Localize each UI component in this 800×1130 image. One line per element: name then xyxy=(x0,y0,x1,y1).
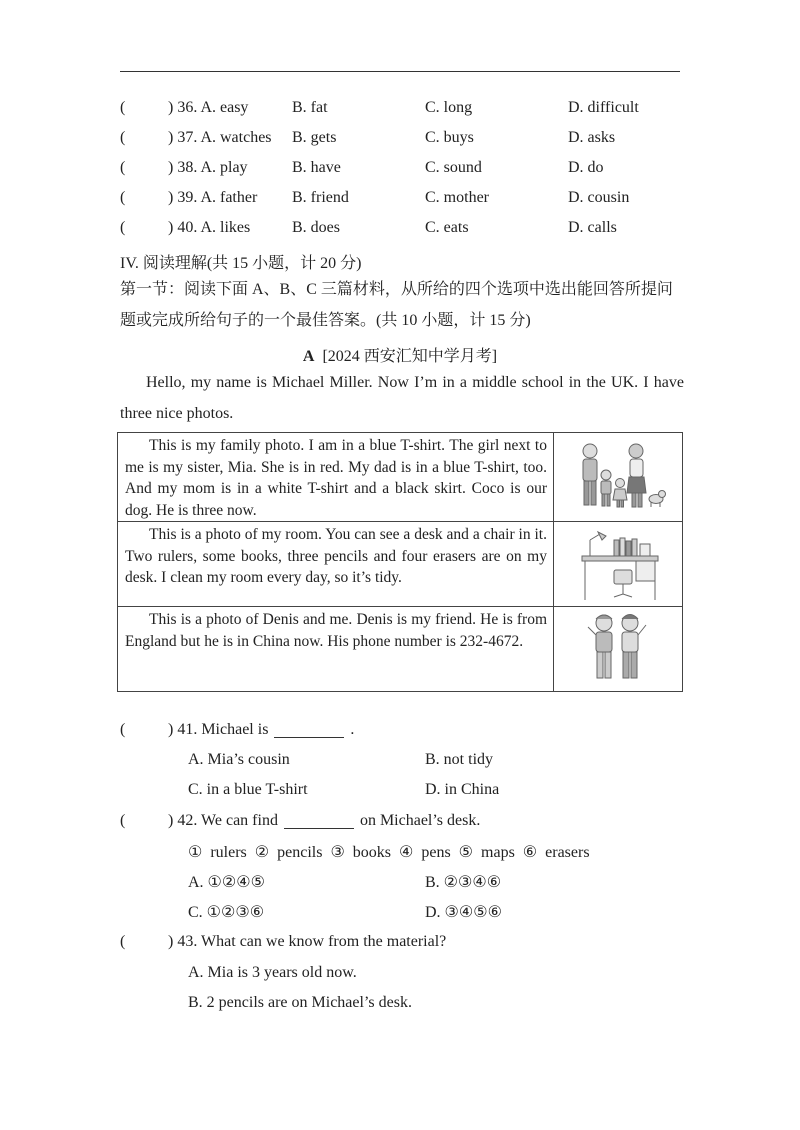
answer-blank[interactable] xyxy=(274,723,344,738)
option-c: C. buys xyxy=(425,129,474,146)
option-c: C. eats xyxy=(425,219,469,236)
table-row xyxy=(118,522,683,607)
item-list: ① rulers ② pencils ③ books ④ pens ⑤ maps ⑥ erasers xyxy=(188,844,590,861)
option-d: D. asks xyxy=(568,129,616,146)
option-a: A. ①②④⑤ xyxy=(188,874,265,891)
answer-blank[interactable] xyxy=(284,814,354,829)
question-row xyxy=(120,153,604,183)
question-stem: ) 43. What can we know from the material? xyxy=(168,933,447,950)
option-a: ) 37. A. watches xyxy=(168,129,272,146)
question-42 xyxy=(120,806,480,836)
photo-description: This is a photo of my room. You can see a desk and a chair in it. Two rulers, some books, three pencils and four erasers are on my desk. I clean my room every day, so it’s tidy. xyxy=(118,522,554,607)
photo-cell xyxy=(554,522,683,607)
passage-title xyxy=(0,343,800,366)
passage-intro: Hello, my name is Michael Miller. Now I’m in a middle school in the UK. I have three nice photos. xyxy=(120,374,684,422)
question-row xyxy=(120,183,630,213)
question-41 xyxy=(120,715,354,745)
question-row xyxy=(120,213,617,243)
option-b: B. fat xyxy=(292,99,328,116)
photo-description: This is my family photo. I am in a blue T-shirt. The girl next to me is my sister, Mia. She is in red. My dad is in a blue T-shirt, too. And my mom is in a white T-shirt and a black skirt. Coco is our dog. He is three now. xyxy=(118,433,554,522)
answer-paren: ( xyxy=(120,219,126,236)
question-stem: ) 42. We can find xyxy=(168,812,278,829)
option-d: D. do xyxy=(568,159,604,176)
option-d: D. calls xyxy=(568,219,617,236)
passage-letter: A xyxy=(302,348,315,365)
option-a: ) 39. A. father xyxy=(168,189,258,206)
option-a: A. Mia is 3 years old now. xyxy=(188,964,357,981)
option-d: D. cousin xyxy=(568,189,630,206)
photo-description: This is a photo of Denis and me. Denis is my friend. He is from England but he is in China now. His phone number is 232-4672. xyxy=(118,607,554,692)
option-d: D. in China xyxy=(425,781,500,798)
answer-paren: ( xyxy=(120,129,126,146)
option-b: B. ②③④⑥ xyxy=(425,874,502,891)
section-title: IV. 阅读理解(共 15 小题，计 20 分) xyxy=(120,255,362,272)
question-stem: ) 41. Michael is xyxy=(168,721,269,738)
option-a: ) 40. A. likes xyxy=(168,219,251,236)
friends-photo-icon xyxy=(554,607,682,691)
section-instruction: 第一节：阅读下面 A、B、C 三篇材料，从所给的四个选项中选出能回答所提问题或完成所给句子的一个最佳答案。(共 10 小题，计 15 分) xyxy=(120,281,673,329)
question-row xyxy=(120,123,616,153)
option-b: B. friend xyxy=(292,189,349,206)
answer-paren: ( xyxy=(120,933,126,950)
answer-paren: ( xyxy=(120,812,126,829)
option-c: C. long xyxy=(425,99,473,116)
top-rule xyxy=(120,71,680,72)
answer-paren: ( xyxy=(120,99,126,116)
option-d: D. ③④⑤⑥ xyxy=(425,904,502,921)
option-d: D. difficult xyxy=(568,99,639,116)
question-43 xyxy=(120,927,446,957)
option-a: ) 36. A. easy xyxy=(168,99,249,116)
option-b: B. not tidy xyxy=(425,751,494,768)
answer-paren: ( xyxy=(120,721,126,738)
option-c: C. mother xyxy=(425,189,489,206)
question-stem-end: . xyxy=(350,721,355,738)
option-c: C. ①②③⑥ xyxy=(188,904,265,921)
answer-paren: ( xyxy=(120,159,126,176)
passage-source: [2024 西安汇知中学月考] xyxy=(322,348,498,365)
option-c: C. sound xyxy=(425,159,482,176)
room-photo-icon xyxy=(554,522,682,606)
option-b: B. have xyxy=(292,159,341,176)
photo-cell xyxy=(554,433,683,522)
option-b: B. does xyxy=(292,219,340,236)
option-b: B. gets xyxy=(292,129,337,146)
table-row xyxy=(118,607,683,692)
option-c: C. in a blue T-shirt xyxy=(188,781,308,798)
question-stem-end: on Michael’s desk. xyxy=(359,812,481,829)
answer-paren: ( xyxy=(120,189,126,206)
photo-cell xyxy=(554,607,683,692)
option-b: B. 2 pencils are on Michael’s desk. xyxy=(188,994,412,1011)
question-row xyxy=(120,93,639,123)
table-row xyxy=(118,433,683,522)
option-a: ) 38. A. play xyxy=(168,159,248,176)
photo-table xyxy=(117,432,683,692)
family-photo-icon xyxy=(554,433,682,517)
option-a: A. Mia’s cousin xyxy=(188,751,290,768)
